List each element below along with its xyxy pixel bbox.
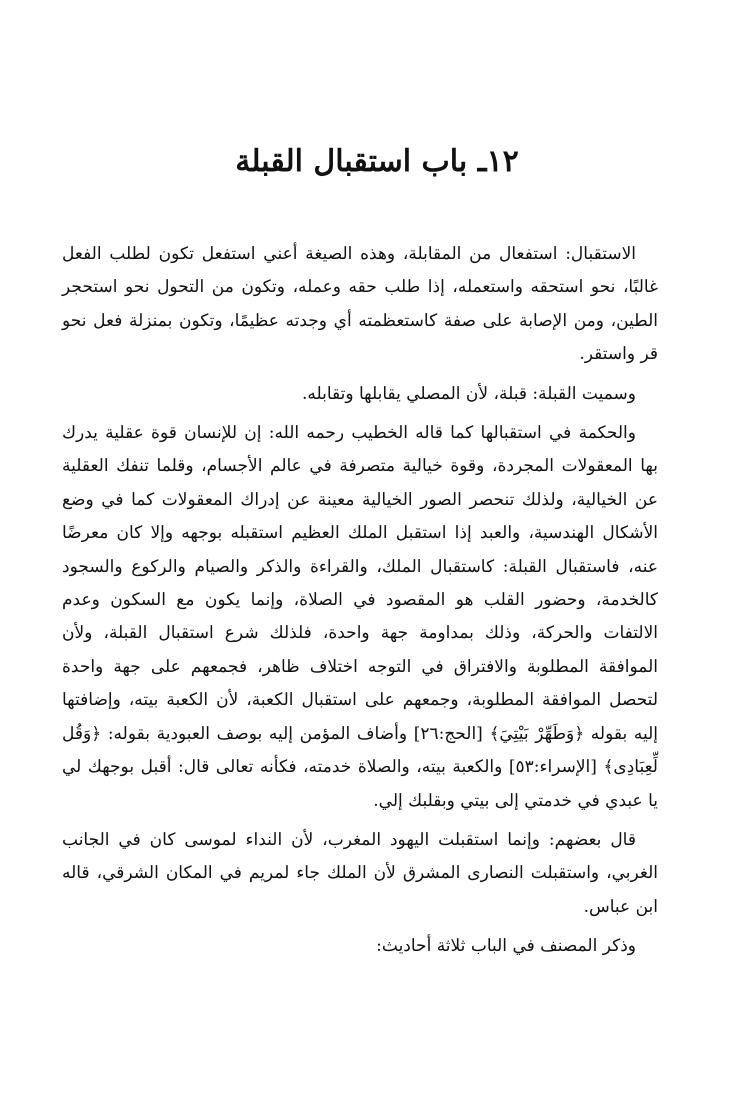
body-text (62, 238, 658, 964)
paragraph-hadith-count: وذكر المصنف في الباب ثلاثة أحاديث: (376, 936, 636, 957)
paragraph-naming: وسميت القبلة: قبلة، لأن المصلي يقابلها وتقابله. (301, 383, 636, 404)
paragraph-jews-christians: قال بعضهم: وإنما استقبلت اليهود المغرب، لأن النداء لموسى كان في الجانب الغربي، واستقبلت النصارى المشرق لأن الملك جاء لمريم في المكان الشرقي، قاله ابن عباس. (62, 829, 658, 917)
paragraph-wisdom: والحكمة في استقبالها كما قاله الخطيب رحمه الله: إن للإنسان قوة عقلية يدرك بها المعقولات المجردة، وقوة خيالية متصرفة في عالم الأجسام، وقلما تنفك العقلية عن الخيالية، ولذلك تنحصر الصور الخيالية معينة عن إدراك المعقولات كما في وضع الأشكال الهندسية، والعبد إذا استقبل الملك العظيم استقبله بوجهه وإلا كان معرضًا عنه، فاستقبال القبلة: كاستقبال الملك، والقراءة والذكر والصيام والركوع والسجود كالخدمة، وحضور القلب هو المقصود في الصلاة، وإنما يكون مع السكون وعدم الالتفات والحركة، وذلك بمداومة جهة واحدة، فلذلك شرع استقبال القبلة، ولأن الموافقة المطلوبة والافتراق في التوجه اختلاف ظاهر، فجمعهم على جهة واحدة لتحصل الموافقة المطلوبة، وجمعهم على استقبال الكعبة، لأن الكعبة بيته، وإضافتها إليه بقوله ﴿وَطَهِّرْ بَيْتِيَ﴾ [الحج:٢٦] وأضاف المؤمن إليه بوصف العبودية بقوله: ﴿وَقُل لِّعِبَادِى﴾ [الإسراء:٥٣] والكعبة بيته، والصلاة خدمته، فكأنه تعالى قال: أقبل بوجهك لي يا عبدي في خدمتي إلى بيتي وبقلبك إلي. (62, 423, 659, 811)
paragraph-definition: الاستقبال: استفعال من المقابلة، وهذه الصيغة أعني استفعل تكون لطلب الفعل غالبًا، نحو استحقه واستعمله، إذا طلب حقه وعمله، وتكون من التحول نحو استحجر الطين، ومن الإصابة على صفة كاستعظمته أي وجدته عظيمًا، وتكون بمنزلة فعل نحو قر واستقر. (62, 244, 658, 365)
chapter-title: ١٢ـ باب استقبال القبلة (235, 144, 519, 179)
